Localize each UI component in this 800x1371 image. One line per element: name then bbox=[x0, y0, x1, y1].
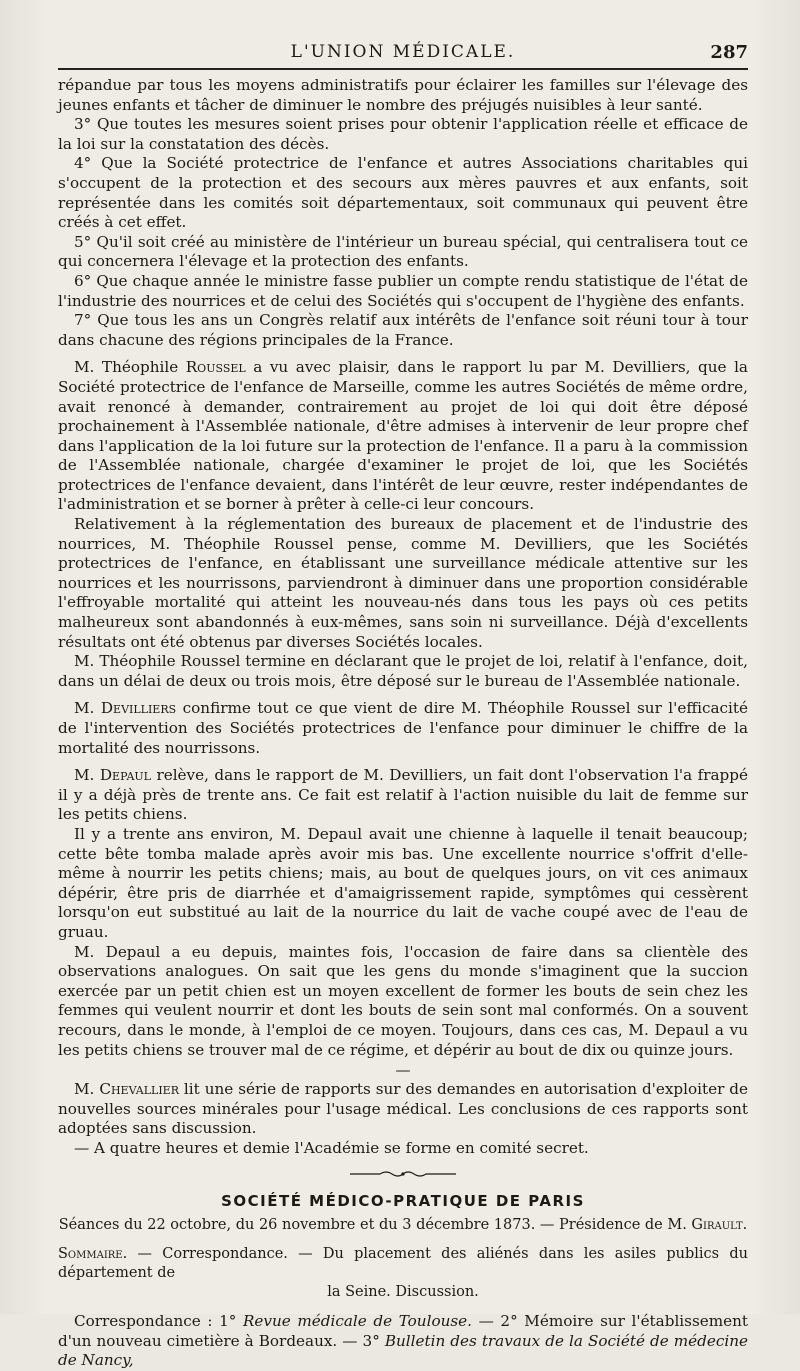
section-title: SOCIÉTÉ MÉDICO-PRATIQUE DE PARIS bbox=[221, 1192, 585, 1211]
text-run: . bbox=[742, 1216, 748, 1233]
summary bbox=[58, 1245, 748, 1302]
summary-continuation: la Seine. Discussion. bbox=[327, 1284, 479, 1301]
text-run: Séances du 22 octobre, du 26 novembre et du 3 décembre 1873. — Présidence de M. bbox=[58, 1216, 692, 1233]
paragraph: M. Depaul a eu depuis, maintes fois, l'occasion de faire dans sa clientèle des observations analogues. On sait que les gens du monde s'imaginent que la succion exercée par un petit chien est un moyen excellent de former les bouts de sein chez les femmes qui veulent nourrir et dont les bouts de sein sont mal conformés. On a souvent recours, dans le monde, à l'emploi de ce moyen. Toujours, dans ces cas, M. Depaul a vu les petits chiens se trouver mal de ce régime, et dépérir au bout de dix ou quinze jours. bbox=[58, 942, 748, 1059]
running-header bbox=[58, 34, 748, 70]
text-run: M. bbox=[74, 699, 101, 718]
article-body bbox=[58, 76, 748, 1371]
text-run: confirme tout ce que vient de dire M. Théophile Roussel sur l'efficacité de l'intervention des Sociétés protectrices de l'enfance pour diminuer le chiffre de la mortalité des nourrissons. bbox=[58, 699, 748, 757]
text-run: M. bbox=[74, 766, 100, 785]
paragraph bbox=[58, 358, 748, 515]
section-subtitle bbox=[58, 1216, 748, 1236]
text-run: a vu avec plaisir, dans le rapport lu par M. Devilliers, que la Société protectrice de l'enfance de Marseille, comme les autres Sociétés de même ordre, avait renoncé à demander, contrairement au projet de loi qui doit être déposé prochainement à l'Assemblée nationale, d'être admises à intervenir de leur propre chef dans l'application de la loi future sur la protection de l'enfance. Il a paru à la commission de l'Assemblée nationale, chargée d'examiner le projet de loi, que les Sociétés protectrices de l'enfance devaient, dans l'intérêt de leur œuvre, rester indépendantes de l'administration et se borner à prêter à celle-ci leur concours. bbox=[58, 358, 748, 514]
paragraph: Relativement à la réglementation des bureaux de placement et de l'industrie des nourrices, M. Théophile Roussel pense, comme M. Devilliers, que les Sociétés protectrices de l'enfance, en établissant une surveillance médicale attentive sur les nourrices et les nourrissons, parviendront à diminuer dans une proportion considérable l'effroyable mortalité qui atteint les nouveau-nés dans tous les pays où ces petits malheureux sont abandonnés à eux-mêmes, sans soin ni surveillance. Déjà d'excellents résultats ont été obtenus par diverses Sociétés locales. bbox=[58, 515, 748, 651]
summary-text: — Correspondance. — Du placement des aliénés dans les asiles publics du département de bbox=[58, 1246, 748, 1282]
paragraph: M. Théophile Roussel termine en déclarant que le projet de loi, relatif à l'enfance, doit, dans un délai de deux ou trois mois, être déposé sur le bureau de l'Assemblée nationale. bbox=[58, 652, 748, 690]
speaker-name: Devilliers bbox=[100, 699, 177, 718]
text-run: relève, dans le rapport de M. Devilliers, un fait dont l'observation l'a frappé il y a déjà près de trente ans. Ce fait est relatif à l'action nuisible du lait de femme sur les petits chiens. bbox=[58, 766, 748, 824]
running-title: L'UNION MÉDICALE. bbox=[290, 42, 516, 62]
speaker-name: Chevallier bbox=[99, 1080, 179, 1099]
paragraph bbox=[58, 1080, 748, 1139]
paragraph: 4° Que la Société protectrice de l'enfance et autres Associations charitables qui s'occupent de la protection et des secours aux mères pauvres et aux enfants, soit représentée dans les comités soit départementaux, soit communaux qui peuvent être créés à cet effet. bbox=[58, 154, 748, 232]
summary-label: Sommaire. bbox=[58, 1246, 128, 1263]
text-run: M. bbox=[74, 1080, 100, 1099]
paragraph: 3° Que toutes les mesures soient prises pour obtenir l'application réelle et efficace de la loi sur la constatation des décès. bbox=[58, 115, 748, 153]
paragraph: 7° Que tous les ans un Congrès relatif aux intérêts de l'enfance soit réuni tour à tour dans chacune des régions principales de la France. bbox=[58, 311, 748, 349]
paragraph: Il y a trente ans environ, M. Depaul avait une chienne à laquelle il tenait beaucoup; cette bête tomba malade après avoir mis bas. Une excellente nourrice s'offrit d'elle-même à nourrir les petits chiens; mais, au bout de quelques jours, on vit ces animaux dépérir, être pris de diarrhée et d'amaigrissement rapide, symptômes qui cessèrent lorsqu'on eut substitué au lait de la nourrice du lait de vache coupé avec de l'eau de gruau. bbox=[58, 824, 748, 941]
paragraph bbox=[58, 699, 748, 758]
journal-title: Revue médicale de Toulouse. bbox=[243, 1312, 472, 1331]
paragraph bbox=[58, 766, 748, 825]
ornament-divider bbox=[58, 1164, 748, 1184]
page-number: 287 bbox=[710, 42, 748, 63]
ornament-flourish-icon bbox=[348, 1169, 458, 1179]
president-name: Girault bbox=[691, 1216, 743, 1233]
journal-title: Bulletin des travaux de la Société de médecine de Nancy, bbox=[58, 1331, 748, 1370]
speaker-name: Roussel bbox=[185, 358, 246, 377]
speaker-name: Depaul bbox=[99, 766, 151, 785]
text-run: lit une série de rapports sur des demandes en autorisation d'exploiter de nouvelles sources minérales pour l'usage médical. Les conclusions de ces rapports sont adoptées sans discussion. bbox=[58, 1080, 748, 1138]
text-run: M. Théophile bbox=[74, 358, 186, 377]
paragraph-correspondence bbox=[58, 1312, 748, 1371]
text-run: — 2° Mémoire sur l'établissement d'un nouveau cimetière à Bordeaux. — 3° bbox=[58, 1312, 749, 1350]
paragraph: répandue par tous les moyens administratifs pour éclairer les familles sur l'élevage des jeunes enfants et tâcher de diminuer le nombre des préjugés nuisibles à leur santé. bbox=[58, 76, 748, 114]
paragraph: 6° Que chaque année le ministre fasse publier un compte rendu statistique de l'état de l'industrie des nourrices et de celui des Sociétés qui s'occupent de l'hygiène des enfants. bbox=[58, 271, 748, 310]
text-run: Correspondance : 1° bbox=[74, 1312, 243, 1331]
paragraph: — A quatre heures et demie l'Académie se forme en comité secret. bbox=[74, 1138, 589, 1157]
paragraph: 5° Qu'il soit créé au ministère de l'intérieur un bureau spécial, qui centralisera tout ce qui concernera l'élevage et la protection des enfants. bbox=[58, 232, 748, 271]
separator-dash: — bbox=[395, 1061, 411, 1080]
